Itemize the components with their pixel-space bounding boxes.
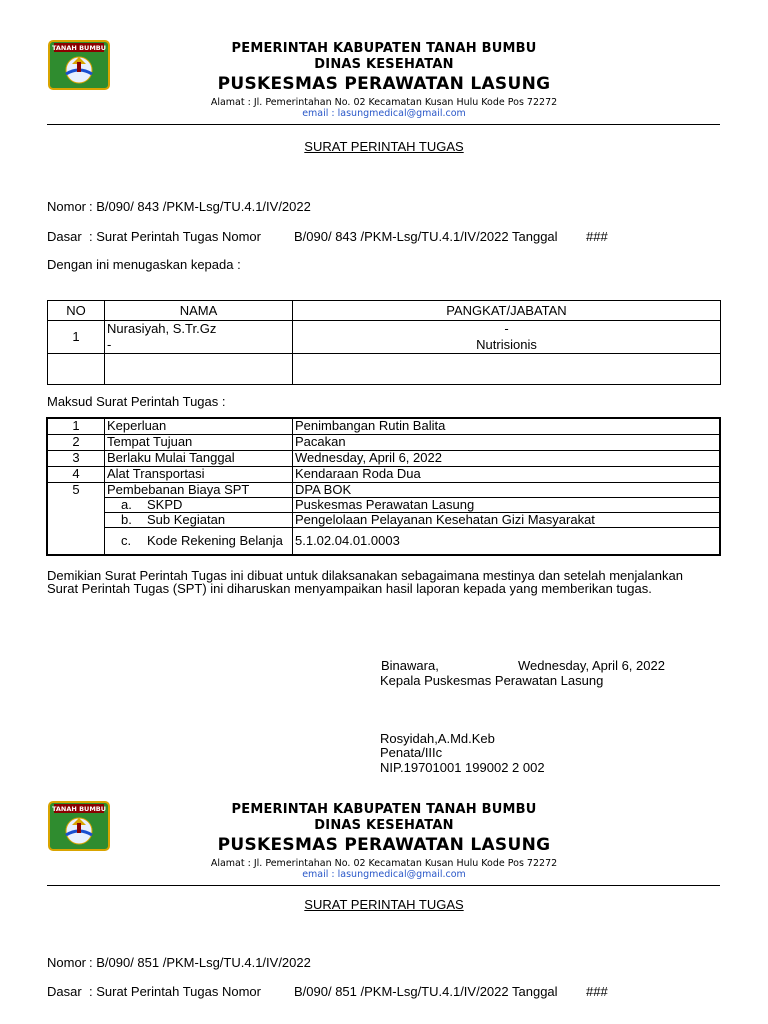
row-nama — [105, 321, 293, 354]
purpose-row — [47, 482, 720, 497]
sign-date: Wednesday, April 6, 2022 — [518, 658, 665, 673]
col-pangkat: PANGKAT/JABATAN — [293, 301, 721, 321]
closing-line-2: Surat Perintah Tugas (SPT) ini diharuskan menyampaikan hasil laporan kepada yang memberikan tugas. — [47, 581, 652, 596]
header-divider — [47, 885, 720, 886]
sub-label: SKPD — [147, 496, 183, 512]
purpose-label: Pembebanan Biaya SPT — [105, 482, 293, 497]
svg-text:TANAH BUMBU: TANAH BUMBU — [51, 44, 107, 52]
purpose-sub-value: Pengelolaan Pelayanan Kesehatan Gizi Masyarakat — [293, 512, 721, 527]
dasar-text: : Surat Perintah Tugas Nomor — [89, 984, 261, 999]
purpose-sub-row — [47, 512, 720, 527]
dasar-tanggal: ### — [586, 229, 608, 244]
intro-text: Dengan ini menugaskan kepada : — [47, 257, 241, 272]
signer-nip: NIP.19701001 199002 2 002 — [380, 760, 545, 775]
purpose-label: Keperluan — [105, 418, 293, 434]
header-institution: PUSKESMAS PERAWATAN LASUNG — [217, 835, 551, 855]
row-pangkat-value: - — [504, 321, 509, 336]
purpose-sub-row — [47, 527, 720, 555]
purpose-label: Alat Transportasi — [105, 466, 293, 482]
purpose-no: 4 — [47, 466, 105, 482]
row-jabatan-value: Nutrisionis — [476, 337, 537, 352]
purpose-row — [47, 450, 720, 466]
nomor-label: Nomor — [47, 955, 87, 970]
nomor-label: Nomor — [47, 199, 87, 214]
row-nama-dash: - — [107, 337, 112, 352]
header-email: email : lasungmedical@gmail.com — [302, 108, 466, 119]
header-email: email : lasungmedical@gmail.com — [302, 869, 466, 880]
sub-label: Sub Kegiatan — [147, 511, 226, 527]
nomor-value: : B/090/ 843 /PKM-Lsg/TU.4.1/IV/2022 — [89, 199, 311, 214]
sub-label: Kode Rekening Belanja — [147, 532, 283, 548]
logo-tanah-bumbu — [48, 40, 110, 90]
logo-tanah-bumbu — [48, 801, 110, 851]
purpose-value: Pacakan — [293, 434, 721, 450]
purpose-value: Penimbangan Rutin Balita — [293, 418, 721, 434]
empty-cell — [105, 354, 293, 385]
svg-text:TANAH BUMBU: TANAH BUMBU — [51, 805, 107, 813]
purpose-no: 3 — [47, 450, 105, 466]
row-pangkat — [293, 321, 721, 354]
header-department: DINAS KESEHATAN — [314, 818, 454, 833]
purpose-label: Berlaku Mulai Tanggal — [105, 450, 293, 466]
empty-cell — [293, 354, 721, 385]
doc-title: SURAT PERINTAH TUGAS — [304, 139, 464, 154]
purpose-value: Wednesday, April 6, 2022 — [293, 450, 721, 466]
col-no: NO — [48, 301, 105, 321]
purpose-no: 1 — [47, 418, 105, 434]
purpose-label: Tempat Tujuan — [105, 434, 293, 450]
col-nama: NAMA — [105, 301, 293, 321]
header-address: Alamat : Jl. Pemerintahan No. 02 Kecamatan Kusan Hulu Kode Pos 72272 — [210, 858, 558, 869]
purpose-row — [47, 418, 720, 434]
purpose-sub-row — [47, 497, 720, 512]
empty-cell — [47, 512, 105, 527]
purpose-sub-label — [105, 527, 293, 555]
dasar-nomor: B/090/ 843 /PKM-Lsg/TU.4.1/IV/2022 Tanggal — [294, 229, 558, 244]
header-address: Alamat : Jl. Pemerintahan No. 02 Kecamatan Kusan Hulu Kode Pos 72272 — [210, 97, 558, 108]
purpose-value: DPA BOK — [293, 482, 721, 497]
purpose-sub-value: 5.1.02.04.01.0003 — [293, 527, 721, 555]
table-row-empty — [48, 354, 721, 385]
sub-letter: a. — [121, 496, 132, 512]
row-no: 1 — [48, 321, 105, 354]
empty-cell — [47, 497, 105, 512]
empty-cell — [48, 354, 105, 385]
sign-place: Binawara, — [381, 658, 439, 673]
header-institution: PUSKESMAS PERAWATAN LASUNG — [217, 74, 551, 94]
purpose-sub-label — [105, 497, 293, 512]
purpose-row — [47, 466, 720, 482]
closing-line-1: Demikian Surat Perintah Tugas ini dibuat untuk dilaksanakan sebagaimana mestinya dan setelah menjalankan — [47, 568, 683, 583]
sub-letter: b. — [121, 511, 132, 527]
maksud-label: Maksud Surat Perintah Tugas : — [47, 394, 226, 409]
sub-letter: c. — [121, 532, 132, 548]
purpose-value: Kendaraan Roda Dua — [293, 466, 721, 482]
row-nama-name: Nurasiyah, S.Tr.Gz — [107, 321, 217, 336]
purpose-no: 5 — [47, 482, 105, 497]
dasar-label: Dasar — [47, 984, 82, 999]
signer-rank: Penata/IIIc — [380, 745, 443, 760]
header-department: DINAS KESEHATAN — [314, 57, 454, 72]
dasar-tanggal: ### — [586, 984, 608, 999]
header-government: PEMERINTAH KABUPATEN TANAH BUMBU — [231, 802, 537, 817]
purpose-no: 2 — [47, 434, 105, 450]
doc-title: SURAT PERINTAH TUGAS — [304, 897, 464, 912]
header-government: PEMERINTAH KABUPATEN TANAH BUMBU — [231, 41, 537, 56]
table-row — [48, 321, 721, 354]
dasar-nomor: B/090/ 851 /PKM-Lsg/TU.4.1/IV/2022 Tanggal — [294, 984, 558, 999]
dasar-label: Dasar — [47, 229, 82, 244]
signer-title: Kepala Puskesmas Perawatan Lasung — [380, 673, 604, 688]
signer-name: Rosyidah,A.Md.Keb — [380, 731, 495, 746]
header-divider — [47, 124, 720, 125]
nomor-value: : B/090/ 851 /PKM-Lsg/TU.4.1/IV/2022 — [89, 955, 311, 970]
purpose-sub-label — [105, 512, 293, 527]
purpose-table — [46, 417, 721, 556]
dasar-text: : Surat Perintah Tugas Nomor — [89, 229, 261, 244]
empty-cell — [47, 527, 105, 555]
personnel-table — [47, 300, 721, 385]
purpose-row — [47, 434, 720, 450]
purpose-sub-value: Puskesmas Perawatan Lasung — [293, 497, 721, 512]
